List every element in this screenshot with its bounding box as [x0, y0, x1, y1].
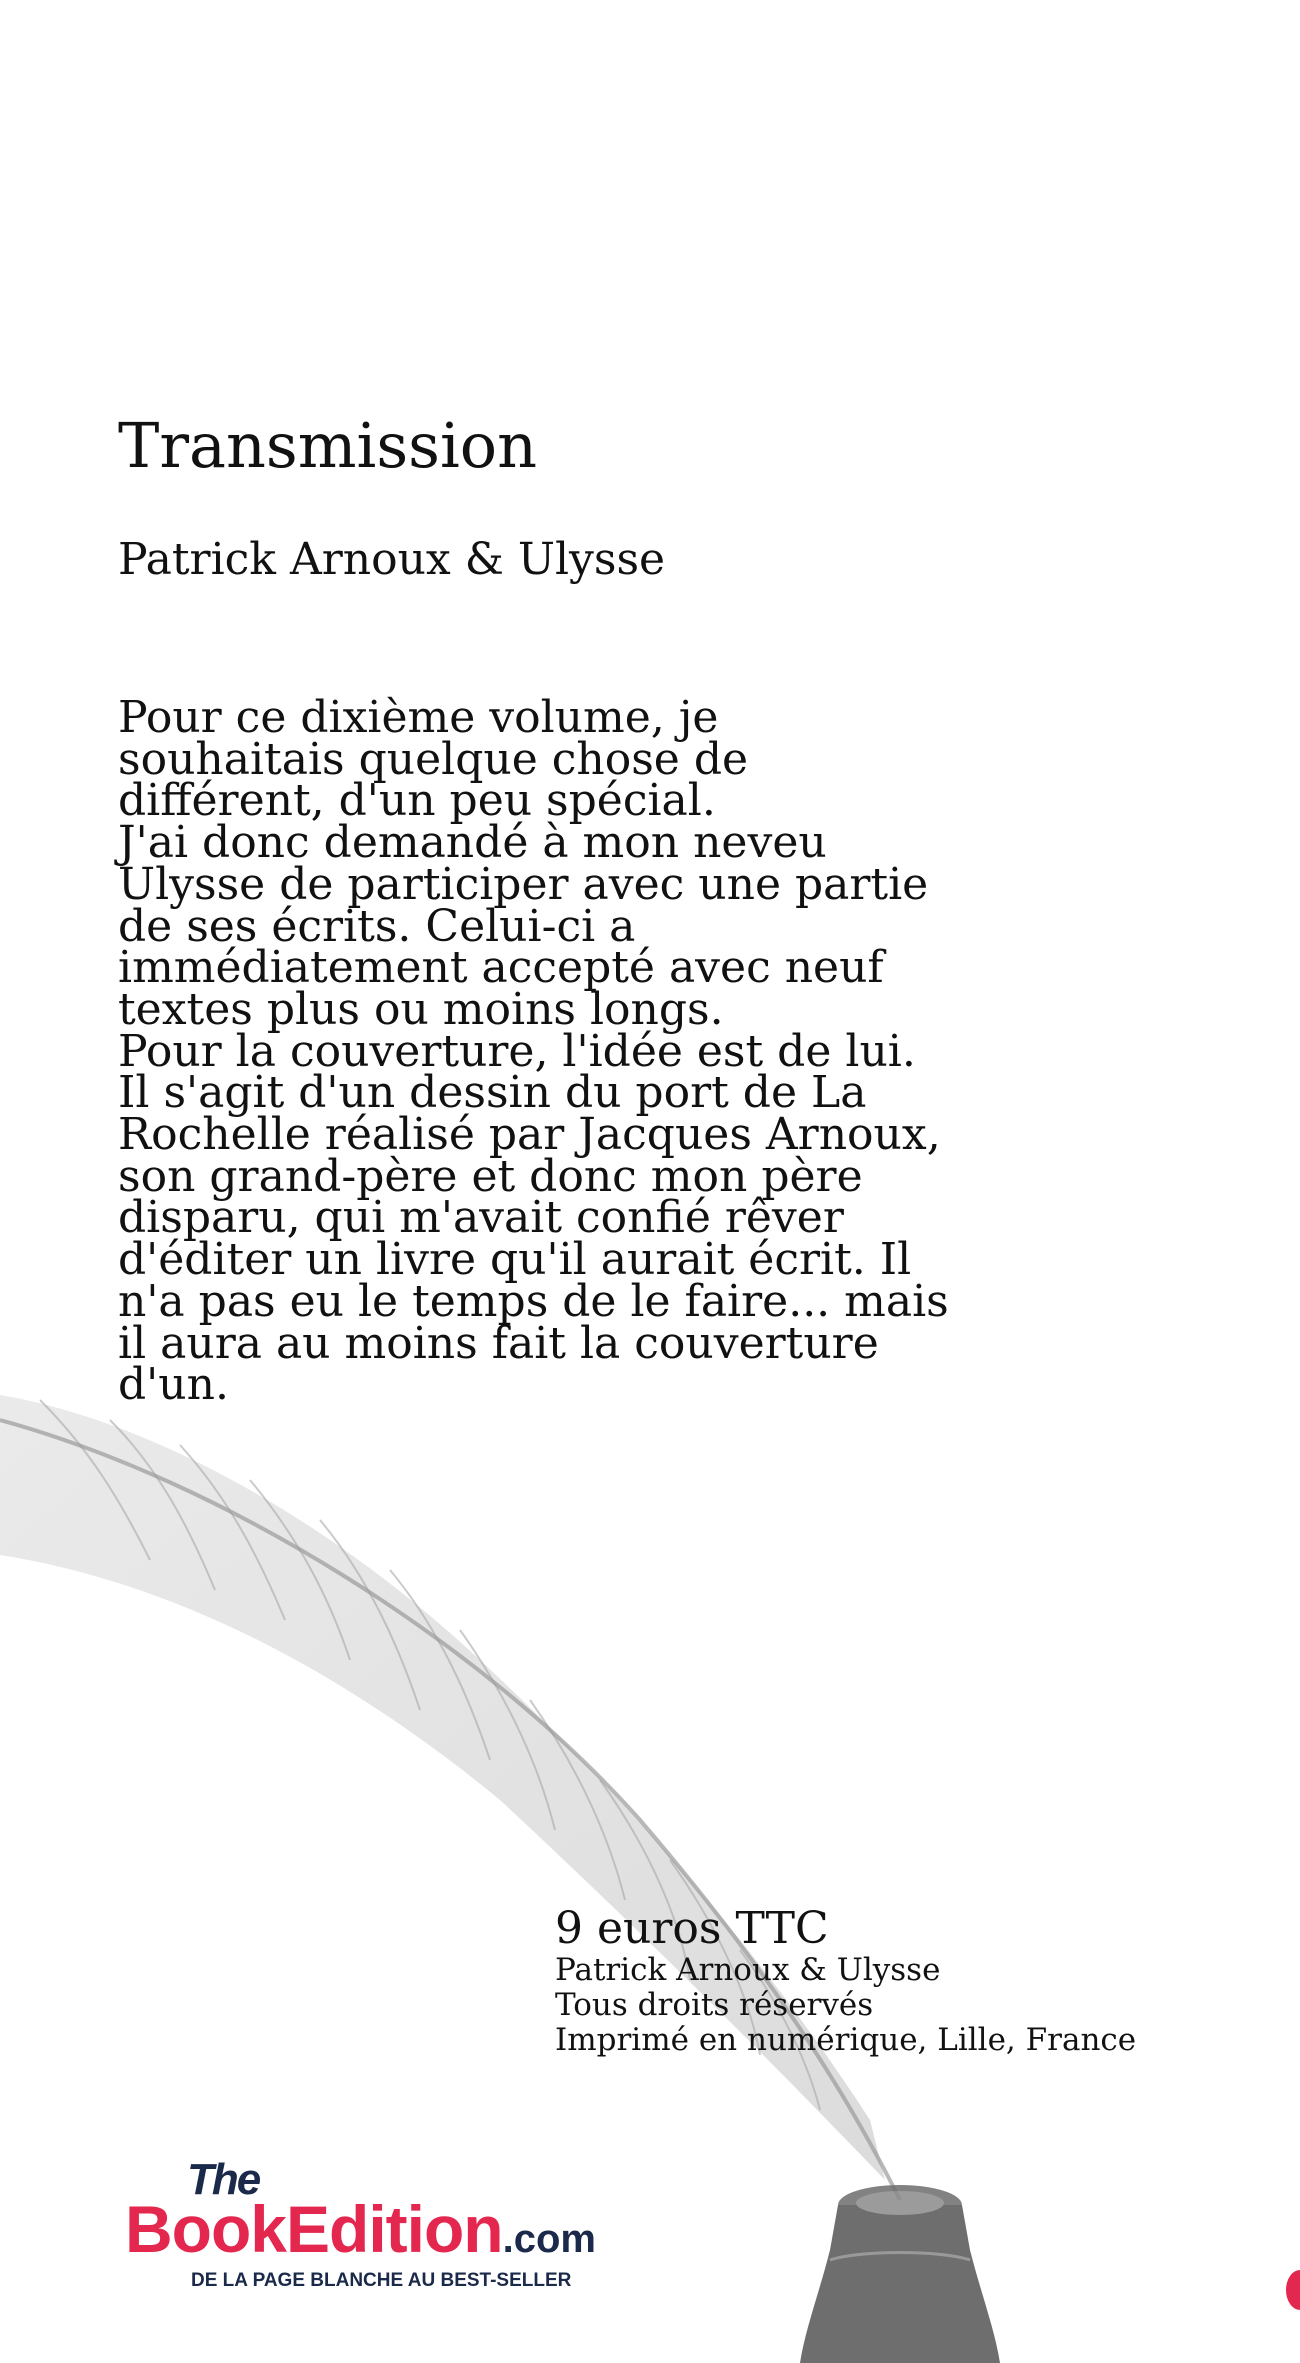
colophon-author: Patrick Arnoux & Ulysse [555, 1952, 941, 1989]
colophon-printing: Imprimé en numérique, Lille, France [555, 2022, 1137, 2059]
publisher-logo [125, 2155, 710, 2295]
book-title: Transmission [118, 409, 538, 482]
logo-tagline: DE LA PAGE BLANCHE AU BEST-SELLER [191, 2270, 572, 2291]
book-author: Patrick Arnoux & Ulysse [118, 534, 666, 585]
logo-wordmark [125, 2191, 596, 2267]
blurb-paragraph: J'ai donc demandé à mon neveu Ulysse de participer avec une partie de ses écrits. Celui-ci a immédiatement accepté avec neuf textes plus ou moins longs. [118, 817, 929, 1035]
colophon-rights: Tous droits réservés [555, 1987, 874, 2024]
logo-brand: BookEdition [125, 2192, 503, 2266]
back-cover-blurb [118, 692, 958, 1411]
inkwell-icon [800, 2185, 1000, 2363]
logo-the: The [187, 2155, 260, 2204]
blurb-paragraph: Pour la couverture, l'idée est de lui. Il s'agit d'un dessin du port de La Rochelle réalisé par Jacques Arnoux, son grand-père et donc mon père disparu, qui m'avait confié rêver d'éditer un livre qu'il aurait écrit. Il n'a pas eu le temps de le faire... mais il aura au moins fait la couverture d'un. [118, 1025, 949, 1411]
logo-domain: .com [502, 2217, 596, 2261]
price: 9 euros TTC [555, 1903, 829, 1954]
blurb-paragraph: Pour ce dixième volume, je souhaitais quelque chose de différent, d'un peu spécial. [118, 692, 749, 827]
colophon [555, 1905, 1136, 2058]
